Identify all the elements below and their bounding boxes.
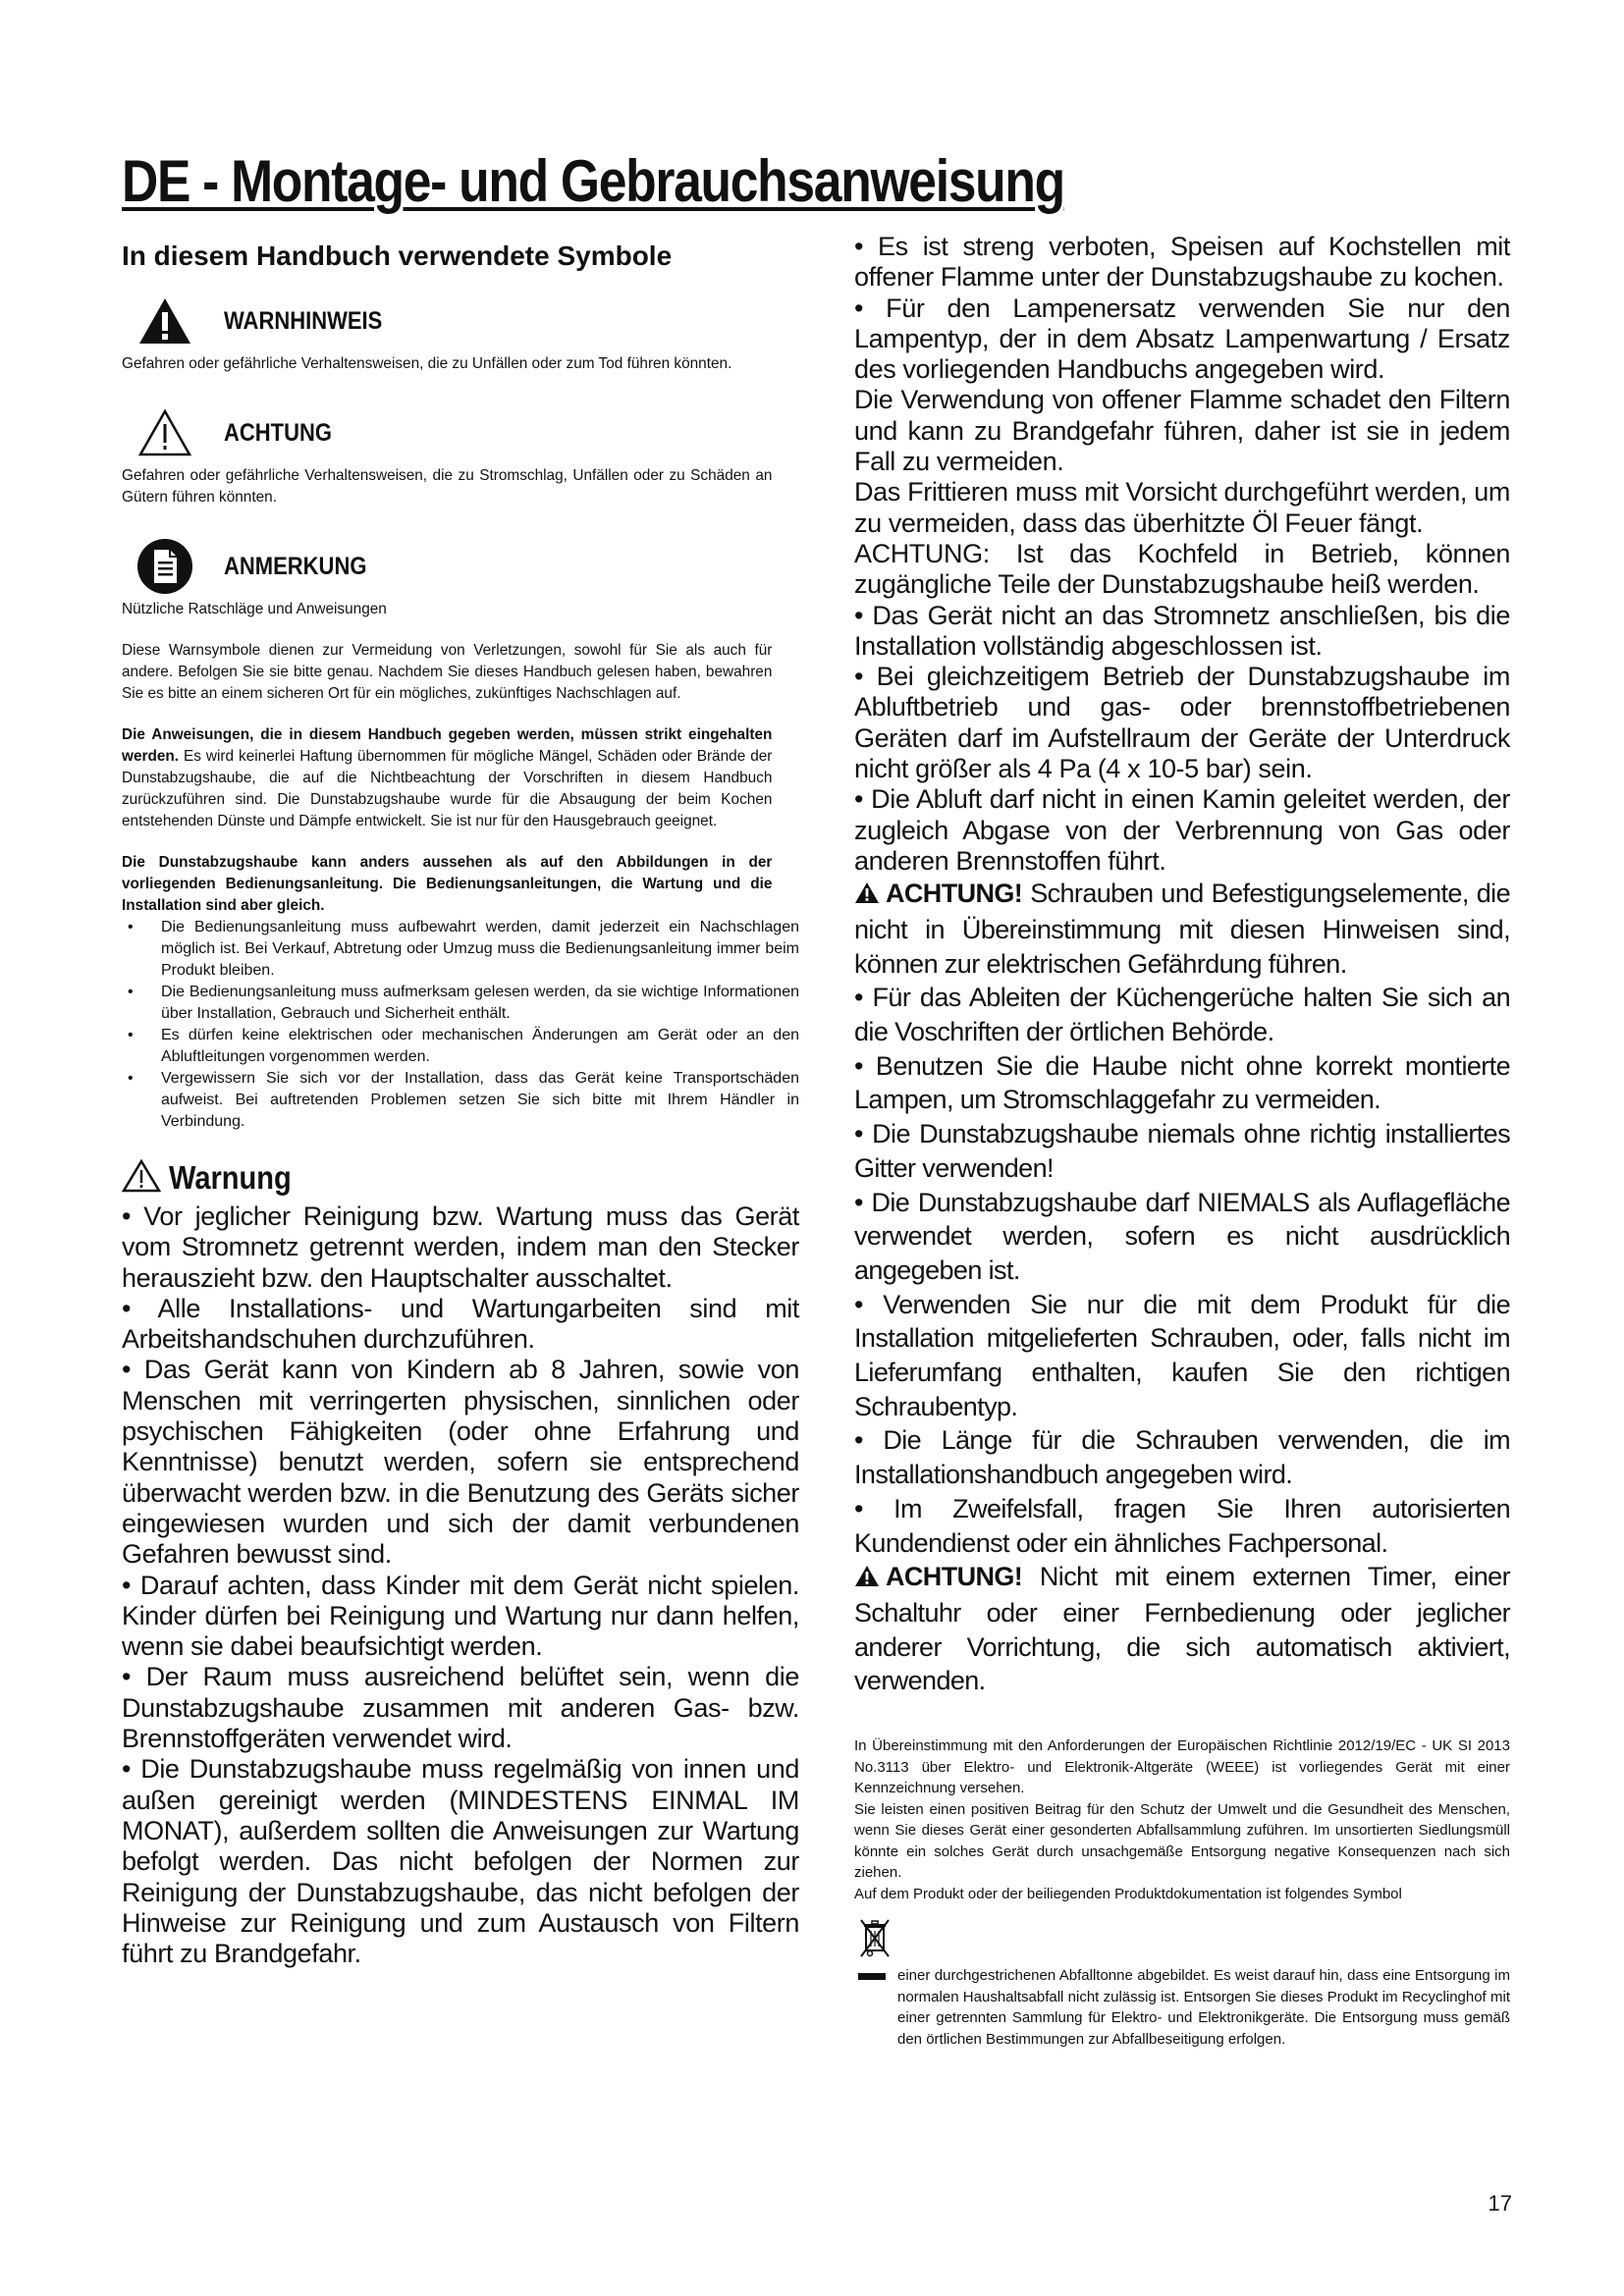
safety-paragraph: Die Verwendung von offener Flamme schadet den Filtern und kann zu Brandgefahr führen, daher ist sie in jedem Fall zu vermeiden. [854, 385, 1510, 477]
weee-paragraph: Sie leisten einen positiven Beitrag für den Schutz der Umwelt und die Gesundheit des Menschen, wenn Sie dieses Gerät einer gesonderten Abfallsammlung zuführen. Im unsortierten Siedlungsmüll könnte ein solches Gerät durch unsachgemäße Entsorgung negative Konsequenzen nach sich ziehen. [854, 1800, 1510, 1882]
safety-paragraph: ACHTUNG: Ist das Kochfeld in Betrieb, können zugängliche Teile der Dunstabzugshaube heiß werden. [854, 538, 1510, 600]
anmerkung-text: Nützliche Ratschläge und Anweisungen [122, 601, 387, 617]
appearance-bold: Die Dunstabzugshaube kann anders aussehen als auf den Abbildungen in der vorliegenden Bedienungsanleitung. Die Bedienungsanleitungen, die Wartung und die Installation sind aber gleich. [122, 854, 773, 914]
weee-paragraph: Auf dem Produkt oder der beiliegenden Produktdokumentation ist folgendes Symbol [854, 1885, 1402, 1902]
achtung-label: ACHTUNG [224, 418, 332, 447]
warnung-label: Warnung [169, 1159, 292, 1196]
achtung-timer-paragraph [854, 1560, 1510, 1698]
achtung-screws-paragraph [854, 877, 1510, 981]
achtung-screws-text: Schrauben und Befestigungselemente, die nicht in Übereinstimmung mit diesen Hinweisen sind, können zur elektrischen Gefährdung führen. [854, 879, 1510, 979]
intro-paragraph: Diese Warnsymbole dienen zur Vermeidung von Verletzungen, sowohl für Sie als auch für andere. Befolgen Sie sie bitte genau. Nachdem Sie dieses Handbuch gelesen haben, bewahren Sie es bitte an einem sicheren Ort für ein mögliches, zukünftiges Nachschlagen auf. [122, 642, 773, 702]
warnhinweis-label: WARNHINWEIS [224, 306, 383, 335]
safety-paragraph: • Die Länge für die Schrauben verwenden, die im Installationshandbuch angegeben wird. [854, 1425, 1510, 1490]
warnung-heading [122, 1156, 799, 1200]
right-column [854, 232, 1510, 2050]
warning-outline-icon [135, 404, 194, 461]
safety-paragraph: • Für den Lampenersatz verwenden Sie nur den Lampentyp, der in dem Absatz Lampenwartung / Ersatz des vorliegenden Handbuchs angegeben wird. [854, 293, 1510, 385]
safety-paragraph: • Die Dunstabzugshaube darf NIEMALS als Auflagefläche verwendet werden, sofern es nicht ausdrücklich angegeben ist. [854, 1187, 1510, 1285]
safety-paragraph: • Im Zweifelsfall, fragen Sie Ihren autorisierten Kundendienst oder ein ähnliches Fachpersonal. [854, 1493, 1510, 1558]
weee-paragraph: In Übereinstimmung mit den Anforderungen der Europäischen Richtlinie 2012/19/EC - UK SI 2013 No.3113 über Elektro- und Elektronik-Altgeräte (WEEE) ist vorliegendes Gerät mit einer Kennzeichnung versehen. [854, 1737, 1510, 1797]
list-item: • Die Bedienungsanleitung muss aufmerksam gelesen werden, da sie wichtige Informationen über Installation, Gebrauch und Sicherheit enthält. [122, 982, 799, 1025]
warnung-paragraph: • Der Raum muss ausreichend belüftet sein, wenn die Dunstabzugshaube zusammen mit anderen Gas- bzw. Brennstoffgeräten verwendet wird. [122, 1662, 799, 1754]
warnung-paragraph: • Vor jeglicher Reinigung bzw. Wartung muss das Gerät vom Stromnetz getrennt werden, indem man den Stecker herauszieht bzw. den Hauptschalter ausschaltet. [122, 1201, 799, 1293]
separator-bar [858, 1973, 886, 1980]
anmerkung-label: ANMERKUNG [224, 552, 367, 580]
weee-description [854, 1965, 1510, 2050]
achtung-text: Gefahren oder gefährliche Verhaltensweisen, die zu Stromschlag, Unfällen oder zu Schäden an Gütern führen könnten. [122, 467, 773, 506]
symbols-heading: In diesem Handbuch verwendete Symbole [122, 240, 673, 271]
page-number: 17 [1488, 2191, 1512, 2216]
warning-outline-icon [122, 1159, 161, 1198]
achtung-timer-text: Nicht mit einem externen Timer, einer Schaltuhr oder einer Fernbedienung oder jeglicher anderer Vorrichtung, die sich automatisch aktiviert, verwenden. [854, 1562, 1510, 1696]
warnung-paragraph: • Das Gerät kann von Kindern ab 8 Jahren, sowie von Menschen mit verringerten physischen, sinnlichen oder psychischen Fähigkeiten (oder ohne Erfahrung und Kenntnisse) benutzt werden, sofern sie entsprechend überwacht werden bzw. in die Benutzung des Geräts sicher eingewiesen wurden und sich der damit verbundenen Gefahren bewusst sind. [122, 1355, 799, 1570]
safety-paragraph: • Die Dunstabzugshaube niemals ohne richtig installiertes Gitter verwenden! [854, 1119, 1510, 1183]
crossed-bin-icon [858, 1917, 892, 1965]
safety-paragraph: • Verwenden Sie nur die mit dem Produkt für die Installation mitgelieferten Schrauben, oder, falls nicht im Lieferumfang enthalten, kaufen Sie den richtigen Schraubentyp. [854, 1289, 1510, 1421]
strict-paragraph [122, 724, 772, 832]
warnung-paragraph: • Alle Installations- und Wartungarbeiten sind mit Arbeitshandschuhen durchzuführen. [122, 1293, 799, 1355]
safety-paragraph: • Für das Ableiten der Küchengerüche halten Sie sich an die Voschriften der örtlichen Behörde. [854, 983, 1510, 1047]
list-item: • Die Bedienungsanleitung muss aufbewahrt werden, damit jederzeit ein Nachschlagen möglich ist. Bei Verkauf, Abtretung oder Umzug muss die Bedienungsanleitung immer beim Produkt bleiben. [122, 917, 799, 982]
warning-filled-icon [135, 293, 194, 349]
safety-paragraph: • Es ist streng verboten, Speisen auf Kochstellen mit offener Flamme unter der Dunstabzugshaube zu kochen. [854, 232, 1510, 293]
strict-bold: Die Anweisungen, die in diesem Handbuch gegeben werden, müssen strikt eingehalten werden. [122, 726, 773, 765]
warning-filled-icon [854, 879, 880, 913]
warning-filled-icon [854, 1562, 880, 1596]
warnhinweis-heading [122, 293, 799, 349]
safety-paragraph: • Benutzen Sie die Haube nicht ohne korrekt montierte Lampen, um Stromschlaggefahr zu vermeiden. [854, 1050, 1510, 1115]
warnhinweis-text: Gefahren oder gefährliche Verhaltensweisen, die zu Unfällen oder zum Tod führen könnten. [122, 355, 732, 372]
weee-description-text: einer durchgestrichenen Abfalltonne abgebildet. Es weist darauf hin, dass eine Entsorgung im normalen Haushaltsabfall nicht zulässig ist. Entsorgen Sie dieses Produkt im Recyclinghof mit einer getrennten Sammlung für Elektro- und Elektronikgeräte. Die Entsorgung muss gemäß den örtlichen Bestimmungen zur Abfallbeseitigung erfolgen. [897, 1967, 1510, 2048]
safety-paragraph: Das Frittieren muss mit Vorsicht durchgeführt werden, um zu vermeiden, dass das überhitzte Öl Feuer fängt. [854, 477, 1510, 538]
safety-paragraph: • Das Gerät nicht an das Stromnetz anschließen, bis die Installation vollständig abgeschlossen ist. [854, 600, 1510, 661]
achtung-screws-label: ACHTUNG! [886, 879, 1023, 909]
strict-rest: Es wird keinerlei Haftung übernommen für mögliche Mängel, Schäden oder Brände der Dunstabzugshaube, die auf die Nichtbeachtung der Vorschriften in diesem Handbuch zurückzuführen sind. Die Dunstabzugshaube wurde für die Absaugung der beim Kochen entstehenden Dünste und Dämpfe entwickelt. Sie ist nur für den Hausgebrauch geeignet. [122, 748, 773, 829]
anmerkung-heading [122, 538, 799, 595]
achtung-timer-label: ACHTUNG! [886, 1562, 1023, 1592]
achtung-heading [122, 404, 799, 461]
weee-symbol-row [854, 1910, 1510, 1965]
appearance-paragraph [122, 852, 772, 917]
safety-paragraph: • Die Abluft darf nicht in einen Kamin geleitet werden, der zugleich Abgase von der Verbrennung von Gas oder anderen Brennstoffen führt. [854, 784, 1510, 876]
manual-bullet-list [122, 917, 799, 1133]
note-icon [135, 538, 194, 595]
safety-paragraph: • Bei gleichzeitigem Betrieb der Dunstabzugshaube im Abluftbetrieb und gas- oder brennstoffbetriebenen Geräten darf im Aufstellraum der Geräte der Unterdruck nicht größer als 4 Pa (4 x 10-5 bar) sein. [854, 662, 1510, 784]
list-item: • Es dürfen keine elektrischen oder mechanischen Änderungen am Gerät oder an den Abluftleitungen vorgenommen werden. [122, 1025, 799, 1068]
warnung-paragraph: • Die Dunstabzugshaube muss regelmäßig von innen und außen gereinigt werden (MINDESTENS EINMAL IM MONAT), außerdem sollten die Anweisungen zur Wartung befolgt werden. Das nicht befolgen der Normen zur Reinigung der Dunstabzugshaube, das nicht befolgen der Hinweise zur Reinigung und zum Austausch von Filtern führt zu Brandgefahr. [122, 1754, 799, 1969]
warnung-paragraph: • Darauf achten, dass Kinder mit dem Gerät nicht spielen. Kinder dürfen bei Reinigung und Wartung nur dann helfen, wenn sie dabei beaufsichtigt werden. [122, 1570, 799, 1662]
list-item: • Vergewissern Sie sich vor der Installation, dass das Gerät keine Transportschäden aufweist. Bei auftretenden Problemen setzen Sie sich bitte mit Ihrem Händler in Verbindung. [122, 1068, 799, 1133]
page-title: DE - Montage- und Gebrauchsanweisung [122, 148, 1064, 214]
left-column [122, 232, 799, 1969]
